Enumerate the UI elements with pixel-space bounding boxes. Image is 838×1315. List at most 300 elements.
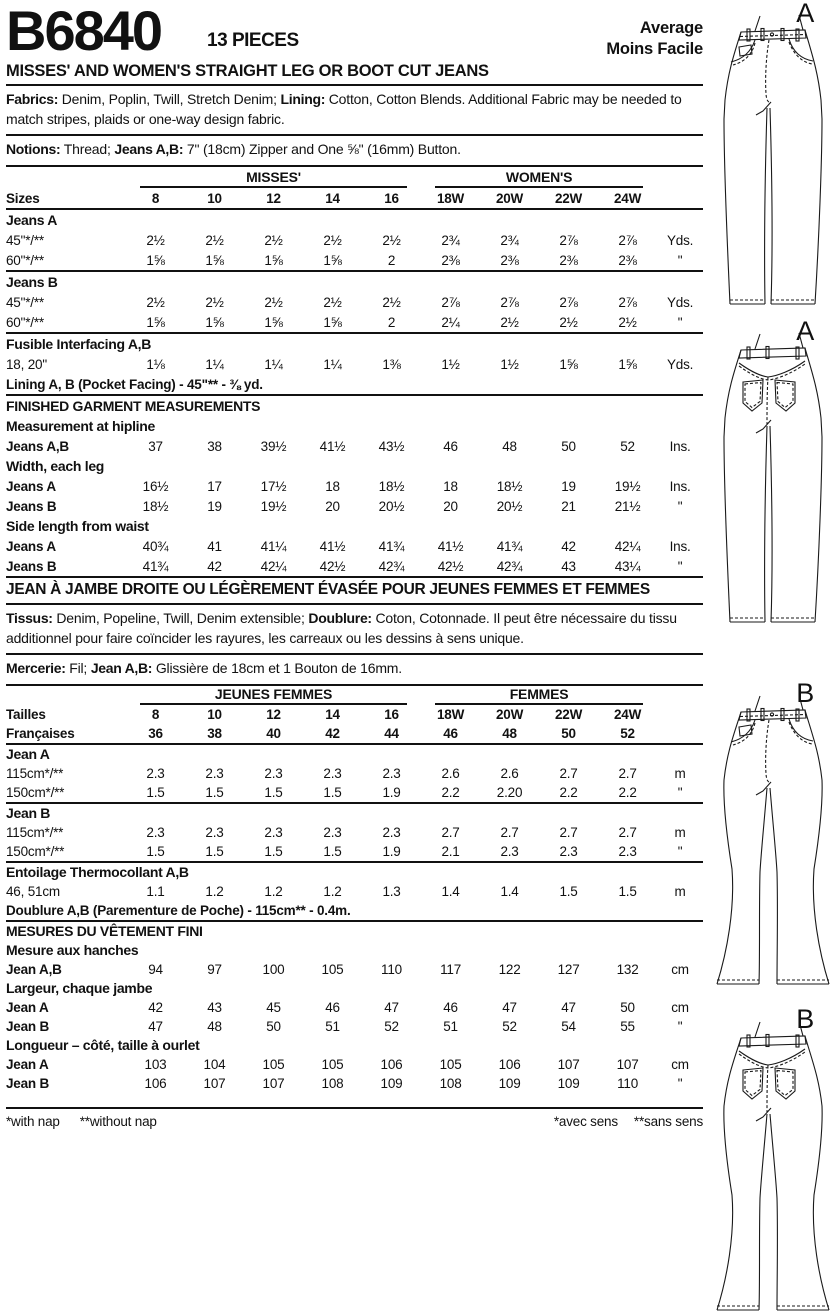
value-cell: 127 <box>557 961 580 977</box>
value-cell: 43 <box>207 999 222 1015</box>
value-cell: 2.3 <box>146 824 165 840</box>
unit-cell: Yds. <box>666 294 694 310</box>
nap-legend-french <box>554 1114 703 1129</box>
value-cell: 105 <box>262 1056 285 1072</box>
value-cell: 47 <box>384 999 399 1015</box>
section-heading: Width, each leg <box>6 458 105 475</box>
row-label: Jean A,B <box>6 961 62 977</box>
value-cell: 1.5 <box>205 843 224 859</box>
value-cell: 41½ <box>319 438 346 454</box>
value-cell: 42¾ <box>378 558 405 574</box>
row-label: 150cm*/** <box>6 843 65 859</box>
unit-cell: cm <box>671 1056 689 1072</box>
value-cell: 21½ <box>614 498 641 514</box>
value-cell: 2.7 <box>618 765 637 781</box>
value-cell: 1.5 <box>205 784 224 800</box>
size-group-label: FEMMES <box>435 686 643 705</box>
value-cell: 48 <box>502 438 517 454</box>
table-cell <box>657 724 703 744</box>
value-cell: 1.2 <box>264 883 283 899</box>
garment-title: MISSES' AND WOMEN'S STRAIGHT LEG OR BOOT CUT JEANS <box>6 59 703 86</box>
jeans-a-front-figure <box>701 2 838 314</box>
paragraph-text: Cotton, Cotton Blends. Additional Fabric may be needed to match stripes, plaids or one-way design fabric. <box>6 91 682 127</box>
sizes-row-label: Françaises <box>6 724 126 744</box>
unit-cell: m <box>674 765 686 781</box>
paragraph-label: Jean A,B: <box>90 660 153 677</box>
paragraph-text: 7" (18cm) Zipper and One ⅝" (16mm) Button. <box>183 141 461 158</box>
section-heading: Side length from waist <box>6 518 149 535</box>
jeans-a-back-illustration <box>701 332 837 632</box>
unit-cell: " <box>677 314 683 330</box>
value-cell: 2.3 <box>323 765 342 781</box>
value-cell: 20 <box>325 498 340 514</box>
table-cell <box>6 167 126 188</box>
section-heading: FINISHED GARMENT MEASUREMENTS <box>6 395 703 416</box>
value-cell: 105 <box>439 1056 462 1072</box>
value-cell: 2⅞ <box>559 232 578 248</box>
section-heading: Measurement at hipline <box>6 418 155 435</box>
value-cell: 46 <box>325 999 340 1015</box>
garment-title-french: JEAN À JAMBE DROITE OU LÉGÈREMENT ÉVASÉE POUR JEUNES FEMMES ET FEMMES <box>6 576 703 605</box>
row-label: 115cm*/** <box>6 824 64 840</box>
value-cell: 1⅝ <box>264 252 283 268</box>
value-cell: 18½ <box>142 498 169 514</box>
jeans-b-back-figure <box>701 1004 838 1315</box>
value-cell: 132 <box>616 961 639 977</box>
value-cell: 2.20 <box>496 784 523 800</box>
row-label: Jean B <box>6 1018 50 1034</box>
nap-legend <box>6 1107 703 1129</box>
tissus-text <box>6 605 703 655</box>
section-heading: Jean A <box>6 746 50 763</box>
value-cell: 2⅜ <box>559 252 578 268</box>
pieces-count: 13 PIECES <box>207 30 299 51</box>
value-cell: 37 <box>148 438 163 454</box>
value-cell: 2½ <box>264 232 283 248</box>
value-cell: 106 <box>498 1056 521 1072</box>
value-cell: 109 <box>557 1075 580 1091</box>
jeans-a-front-illustration <box>701 14 837 314</box>
value-cell: 110 <box>381 961 402 977</box>
value-cell: 41 <box>207 538 222 554</box>
value-cell: 106 <box>144 1075 167 1091</box>
size-column-header: 44 <box>362 724 421 744</box>
paragraph-text: Denim, Poplin, Twill, Stretch Denim; <box>58 91 281 108</box>
value-cell: 109 <box>380 1075 403 1091</box>
value-cell: 1.5 <box>264 843 283 859</box>
unit-cell: " <box>677 784 683 800</box>
value-cell: 20½ <box>496 498 523 514</box>
value-cell: 1.5 <box>146 784 165 800</box>
row-label: Jeans B <box>6 498 57 514</box>
size-column-header: 24W <box>598 188 657 209</box>
section-heading: MESURES DU VÊTEMENT FINI <box>6 921 703 941</box>
avec-sens-note: *avec sens <box>553 1113 618 1129</box>
value-cell: 41¾ <box>142 558 169 574</box>
value-cell: 2⅞ <box>500 294 519 310</box>
value-cell: 1½ <box>441 356 460 372</box>
paragraph-label: Doublure: <box>308 610 372 627</box>
value-cell: 2.2 <box>441 784 460 800</box>
value-cell: 52 <box>502 1018 517 1034</box>
value-cell: 1⅝ <box>264 314 283 330</box>
value-cell: 41¼ <box>260 538 287 554</box>
value-cell: 2.1 <box>441 843 460 859</box>
value-cell: 41¾ <box>378 538 405 554</box>
size-column-header: 24W <box>613 706 642 722</box>
without-nap-note: **without nap <box>79 1113 157 1129</box>
value-cell: 2.3 <box>146 765 165 781</box>
size-column-header: 20W <box>495 706 524 722</box>
size-group-left <box>126 167 421 188</box>
value-cell: 42¼ <box>614 538 641 554</box>
value-cell: 2.2 <box>618 784 637 800</box>
value-cell: 2½ <box>323 232 342 248</box>
value-cell: 2.6 <box>500 765 519 781</box>
value-cell: 1⅝ <box>146 252 165 268</box>
value-cell: 42½ <box>437 558 464 574</box>
value-cell: 2.6 <box>441 765 460 781</box>
mercerie-text <box>6 655 703 686</box>
value-cell: 42½ <box>319 558 346 574</box>
value-cell: 100 <box>262 961 285 977</box>
value-cell: 122 <box>498 961 521 977</box>
row-label: Jeans A,B <box>6 438 69 454</box>
size-column-header: 8 <box>126 188 185 209</box>
value-cell: 54 <box>561 1018 576 1034</box>
value-cell: 117 <box>440 961 462 977</box>
value-cell: 2½ <box>382 232 401 248</box>
value-cell: 2.3 <box>323 824 342 840</box>
value-cell: 104 <box>203 1056 226 1072</box>
value-cell: 107 <box>203 1075 226 1091</box>
value-cell: 19½ <box>614 478 641 494</box>
section-heading: Entoilage Thermocollant A,B <box>6 862 703 882</box>
row-label: 60"*/** <box>6 314 44 330</box>
value-cell: 106 <box>380 1056 403 1072</box>
value-cell: 2⅜ <box>441 252 460 268</box>
value-cell: 94 <box>148 961 163 977</box>
difficulty-rating <box>606 18 703 59</box>
size-group-right <box>421 167 657 188</box>
value-cell: 46 <box>443 999 458 1015</box>
paragraph-label: Tissus: <box>6 610 53 627</box>
value-cell: 48 <box>207 1018 222 1034</box>
value-cell: 18 <box>443 478 458 494</box>
value-cell: 19 <box>207 498 222 514</box>
pattern-number: B6840 <box>6 0 162 62</box>
value-cell: 1¼ <box>323 356 342 372</box>
section-heading: Longueur – côté, taille à ourlet <box>6 1037 200 1054</box>
value-cell: 2½ <box>146 232 165 248</box>
difficulty-french: Moins Facile <box>606 39 703 58</box>
paragraph-text: Denim, Popeline, Twill, Denim extensible; <box>52 610 309 627</box>
value-cell: 2.7 <box>500 824 519 840</box>
value-cell: 1.5 <box>323 784 342 800</box>
table-cell <box>657 705 703 724</box>
size-column-header: 22W <box>554 706 583 722</box>
row-label: 150cm*/** <box>6 784 65 800</box>
table-cell <box>657 686 703 705</box>
figure-label-b-back: B <box>796 1004 814 1034</box>
jeans-a-back-figure <box>701 316 838 632</box>
jeans-b-back-illustration <box>701 1020 837 1315</box>
size-column-header: 14 <box>303 188 362 209</box>
value-cell: 2½ <box>559 314 578 330</box>
size-column-header: 46 <box>421 724 480 744</box>
value-cell: 2⅞ <box>559 294 578 310</box>
value-cell: 1⅛ <box>146 356 165 372</box>
value-cell: 46 <box>443 438 458 454</box>
unit-cell: cm <box>671 999 689 1015</box>
paragraph-label: Jeans A,B: <box>114 141 184 158</box>
value-cell: 1⅜ <box>382 356 401 372</box>
row-label: Jeans A <box>6 538 56 554</box>
value-cell: 1.9 <box>382 784 401 800</box>
value-cell: 2⅞ <box>618 232 637 248</box>
main-content <box>6 0 703 1129</box>
value-cell: 16½ <box>142 478 169 494</box>
value-cell: 2¾ <box>441 232 460 248</box>
value-cell: 109 <box>498 1075 521 1091</box>
section-heading: Jean B <box>6 803 703 823</box>
value-cell: 2½ <box>205 232 224 248</box>
unit-cell: " <box>677 1075 683 1091</box>
size-column-header: 38 <box>185 724 244 744</box>
difficulty-english: Average <box>639 19 703 37</box>
row-label: 45"*/** <box>6 294 44 310</box>
jeans-illustrations <box>701 0 838 1315</box>
figure-label-b-front: B <box>796 678 814 708</box>
paragraph-text: Fil; <box>65 660 91 677</box>
size-column-header: 42 <box>303 724 362 744</box>
value-cell: 40¾ <box>142 538 169 554</box>
row-label: 45"*/** <box>6 232 44 248</box>
value-cell: 107 <box>262 1075 285 1091</box>
unit-cell: Yds. <box>666 356 694 372</box>
section-heading: Fusible Interfacing A,B <box>6 333 703 354</box>
size-column-header: 40 <box>244 724 303 744</box>
row-label: 46, 51cm <box>6 883 60 899</box>
size-column-header: 12 <box>244 188 303 209</box>
sans-sens-note: **sans sens <box>633 1113 703 1129</box>
value-cell: 103 <box>144 1056 167 1072</box>
value-cell: 1.3 <box>382 883 401 899</box>
size-column-header: 48 <box>480 724 539 744</box>
value-cell: 20½ <box>378 498 405 514</box>
unit-cell: cm <box>671 961 689 977</box>
value-cell: 50 <box>561 438 576 454</box>
value-cell: 2⅞ <box>618 294 637 310</box>
row-label: 18, 20" <box>6 356 47 372</box>
jeans-b-front-illustration <box>701 694 837 994</box>
unit-cell: " <box>677 252 683 268</box>
value-cell: 1.2 <box>205 883 224 899</box>
value-cell: 2 <box>387 252 396 268</box>
value-cell: 1.9 <box>382 843 401 859</box>
value-cell: 1⅝ <box>205 252 224 268</box>
yardage-table-french <box>6 686 703 1093</box>
value-cell: 2.3 <box>205 824 224 840</box>
value-cell: 39½ <box>260 438 287 454</box>
table-note: Lining A, B (Pocket Facing) - 45"** - ⅜ yd. <box>6 376 263 392</box>
row-label: Jeans A <box>6 478 56 494</box>
value-cell: 105 <box>321 961 344 977</box>
value-cell: 2½ <box>323 294 342 310</box>
size-column-header: 16 <box>362 188 421 209</box>
value-cell: 110 <box>617 1075 639 1091</box>
value-cell: 1.5 <box>323 843 342 859</box>
value-cell: 108 <box>439 1075 462 1091</box>
value-cell: 51 <box>443 1018 458 1034</box>
figure-label-a-back: A <box>796 316 814 346</box>
value-cell: 2⅜ <box>500 252 519 268</box>
value-cell: 1¼ <box>205 356 224 372</box>
section-heading: Jeans A <box>6 212 58 229</box>
value-cell: 1.5 <box>264 784 283 800</box>
size-group-label: WOMEN'S <box>435 169 643 188</box>
value-cell: 18½ <box>378 478 405 494</box>
unit-cell: " <box>677 498 683 514</box>
size-column-header: 20W <box>480 188 539 209</box>
value-cell: 107 <box>616 1056 639 1072</box>
value-cell: 1¼ <box>264 356 283 372</box>
value-cell: 50 <box>620 999 635 1015</box>
value-cell: 19½ <box>260 498 287 514</box>
value-cell: 2½ <box>264 294 283 310</box>
value-cell: 47 <box>148 1018 163 1034</box>
value-cell: 47 <box>502 999 517 1015</box>
value-cell: 21 <box>561 498 576 514</box>
value-cell: 2½ <box>205 294 224 310</box>
value-cell: 1.5 <box>618 883 637 899</box>
unit-cell: Ins. <box>669 438 691 454</box>
value-cell: 1⅝ <box>205 314 224 330</box>
unit-cell: " <box>677 558 683 574</box>
value-cell: 41¾ <box>496 538 523 554</box>
value-cell: 1⅝ <box>323 252 342 268</box>
value-cell: 52 <box>620 438 635 454</box>
value-cell: 2⅜ <box>618 252 637 268</box>
value-cell: 2¼ <box>441 314 460 330</box>
figure-label-a-front: A <box>796 0 814 28</box>
value-cell: 18 <box>325 478 340 494</box>
unit-cell: " <box>677 843 683 859</box>
value-cell: 2.7 <box>559 765 578 781</box>
value-cell: 41½ <box>437 538 464 554</box>
sizes-row-label: Tailles <box>6 706 46 722</box>
value-cell: 1⅝ <box>146 314 165 330</box>
section-heading: Jeans B <box>6 271 703 292</box>
value-cell: 47 <box>561 999 576 1015</box>
value-cell: 2.3 <box>205 765 224 781</box>
value-cell: 2½ <box>146 294 165 310</box>
value-cell: 42¾ <box>496 558 523 574</box>
value-cell: 1.4 <box>441 883 460 899</box>
value-cell: 45 <box>266 999 281 1015</box>
value-cell: 105 <box>321 1056 344 1072</box>
value-cell: 2.3 <box>500 843 519 859</box>
value-cell: 42 <box>207 558 222 574</box>
value-cell: 2.3 <box>264 824 283 840</box>
value-cell: 41½ <box>319 538 346 554</box>
value-cell: 2.3 <box>382 824 401 840</box>
notions-text <box>6 136 703 167</box>
value-cell: 38 <box>207 438 222 454</box>
with-nap-note: *with nap <box>6 1113 60 1129</box>
value-cell: 2½ <box>618 314 637 330</box>
section-heading: Largeur, chaque jambe <box>6 980 153 997</box>
value-cell: 1½ <box>500 356 519 372</box>
value-cell: 52 <box>384 1018 399 1034</box>
value-cell: 2.3 <box>618 843 637 859</box>
value-cell: 43½ <box>378 438 405 454</box>
value-cell: 17½ <box>260 478 287 494</box>
value-cell: 18½ <box>496 478 523 494</box>
size-column-header: 16 <box>384 706 399 722</box>
size-column-header: 22W <box>539 188 598 209</box>
value-cell: 2.7 <box>618 824 637 840</box>
size-column-header: 12 <box>266 706 281 722</box>
value-cell: 107 <box>557 1056 580 1072</box>
table-cell <box>6 686 126 705</box>
size-column-header: 18W <box>421 188 480 209</box>
value-cell: 1.2 <box>323 883 342 899</box>
table-cell <box>657 167 703 188</box>
unit-cell: Yds. <box>666 232 694 248</box>
value-cell: 2.7 <box>441 824 460 840</box>
row-label: Jean A <box>6 999 49 1015</box>
value-cell: 1⅝ <box>618 356 637 372</box>
value-cell: 1.4 <box>500 883 519 899</box>
paragraph-text: Thread; <box>60 141 115 158</box>
row-label: Jean B <box>6 1075 50 1091</box>
value-cell: 43 <box>561 558 576 574</box>
value-cell: 97 <box>207 961 222 977</box>
table-cell <box>657 188 703 209</box>
yardage-table-english <box>6 167 703 576</box>
value-cell: 43¼ <box>614 558 641 574</box>
unit-cell: Ins. <box>669 538 691 554</box>
size-group-left <box>126 686 421 705</box>
table-note: Doublure A,B (Parementure de Poche) - 115cm** - 0.4m. <box>6 902 351 918</box>
value-cell: 1⅝ <box>559 356 578 372</box>
value-cell: 2¾ <box>500 232 519 248</box>
value-cell: 1.1 <box>146 883 165 899</box>
unit-cell: m <box>674 883 686 899</box>
paragraph-text: Coton, Cotonnade. Il peut être nécessaire du tissu additionnel pour faire coïncider les rayures, les carreaux ou les dessins à sens unique. <box>6 610 677 646</box>
value-cell: 2.3 <box>382 765 401 781</box>
value-cell: 1.5 <box>559 883 578 899</box>
size-column-header: 10 <box>185 188 244 209</box>
value-cell: 2.7 <box>559 824 578 840</box>
row-label: Jeans B <box>6 558 57 574</box>
value-cell: 1.5 <box>146 843 165 859</box>
value-cell: 17 <box>207 478 222 494</box>
value-cell: 51 <box>325 1018 340 1034</box>
value-cell: 42 <box>561 538 576 554</box>
paragraph-text: Glissière de 18cm et 1 Bouton de 16mm. <box>152 660 402 677</box>
value-cell: 19 <box>561 478 576 494</box>
value-cell: 2.2 <box>559 784 578 800</box>
value-cell: 2⅞ <box>441 294 460 310</box>
fabrics-text <box>6 86 703 136</box>
unit-cell: " <box>677 1018 683 1034</box>
paragraph-label: Notions: <box>6 141 61 158</box>
value-cell: 2.3 <box>264 765 283 781</box>
size-column-header: 36 <box>126 724 185 744</box>
row-label: 115cm*/** <box>6 765 64 781</box>
